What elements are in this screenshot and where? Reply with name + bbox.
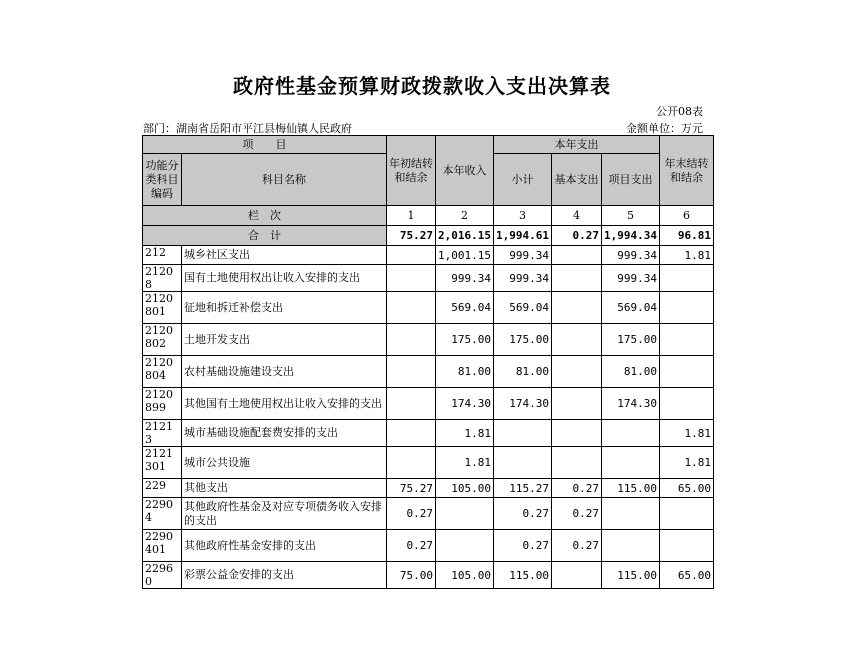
amount-cell <box>436 498 494 530</box>
subject-name: 其他国有土地使用权出让收入安排的支出 <box>182 388 387 420</box>
amount-cell <box>601 447 659 479</box>
amount-cell <box>387 356 436 388</box>
header-name: 科目名称 <box>182 154 387 206</box>
table-row <box>143 447 714 479</box>
amount-cell: 569.04 <box>493 292 551 324</box>
amount-cell <box>387 388 436 420</box>
subject-name: 其他政府性基金安排的支出 <box>182 530 387 562</box>
amount-cell: 115.00 <box>601 479 659 498</box>
table-row <box>143 388 714 420</box>
header-item: 项 目 <box>143 136 387 154</box>
amount-cell <box>601 498 659 530</box>
amount-cell: 75.00 <box>387 562 436 589</box>
function-code: 21213 <box>143 420 182 447</box>
function-code: 2120899 <box>143 388 182 420</box>
amount-cell <box>659 530 713 562</box>
amount-cell: 174.30 <box>601 388 659 420</box>
unit-label: 金额单位：万元 <box>626 122 703 135</box>
amount-cell: 175.00 <box>601 324 659 356</box>
header-project: 项目支出 <box>601 154 659 206</box>
amount-cell: 81.00 <box>436 356 494 388</box>
amount-cell: 0.27 <box>387 530 436 562</box>
amount-cell <box>387 246 436 265</box>
header-beginning-balance: 年初结转和结余 <box>387 136 436 206</box>
amount-cell: 0.27 <box>493 530 551 562</box>
table-row <box>143 324 714 356</box>
amount-cell: 0.27 <box>493 498 551 530</box>
amount-cell <box>551 562 601 589</box>
amount-cell <box>387 292 436 324</box>
amount-cell <box>659 324 713 356</box>
amount-cell: 65.00 <box>659 562 713 589</box>
department-label: 部门：湖南省岳阳市平江县梅仙镇人民政府 <box>143 122 352 135</box>
amount-cell <box>551 420 601 447</box>
amount-cell <box>601 420 659 447</box>
amount-cell <box>551 265 601 292</box>
function-code: 2121301 <box>143 447 182 479</box>
row-label: 栏 次 <box>143 206 387 226</box>
amount-cell: 115.00 <box>493 562 551 589</box>
table-row <box>143 420 714 447</box>
amount-cell <box>387 265 436 292</box>
header-expenditure: 本年支出 <box>493 136 659 154</box>
report-title: 政府性基金预算财政拨款收入支出决算表 <box>233 74 611 98</box>
function-code: 212 <box>143 246 182 265</box>
amount-cell <box>551 324 601 356</box>
amount-cell: 65.00 <box>659 479 713 498</box>
header-basic: 基本支出 <box>551 154 601 206</box>
amount-cell: 1,001.15 <box>436 246 494 265</box>
amount-cell <box>659 292 713 324</box>
amount-cell: 999.34 <box>601 265 659 292</box>
amount-cell: 175.00 <box>493 324 551 356</box>
amount-cell <box>659 498 713 530</box>
amount-cell: 569.04 <box>601 292 659 324</box>
function-code: 2120802 <box>143 324 182 356</box>
col-number: 1 <box>387 206 436 226</box>
function-code: 2290401 <box>143 530 182 562</box>
amount-cell <box>387 324 436 356</box>
subject-name: 城市公共设施 <box>182 447 387 479</box>
amount-cell: 1.81 <box>659 447 713 479</box>
subject-name: 国有土地使用权出让收入安排的支出 <box>182 265 387 292</box>
amount-cell <box>551 292 601 324</box>
budget-table <box>142 135 714 589</box>
amount-cell: 569.04 <box>436 292 494 324</box>
amount-cell <box>387 447 436 479</box>
amount-cell: 174.30 <box>493 388 551 420</box>
amount-cell: 1.81 <box>659 246 713 265</box>
col-number: 5 <box>601 206 659 226</box>
table-row <box>143 292 714 324</box>
subject-name: 城乡社区支出 <box>182 246 387 265</box>
subject-name: 征地和拆迁补偿支出 <box>182 292 387 324</box>
amount-cell <box>551 246 601 265</box>
total-value: 75.27 <box>387 226 436 246</box>
amount-cell <box>659 388 713 420</box>
col-number: 3 <box>493 206 551 226</box>
function-code: 2120801 <box>143 292 182 324</box>
subject-name: 土地开发支出 <box>182 324 387 356</box>
header-code: 功能分类科目编码 <box>143 154 182 206</box>
col-number: 4 <box>551 206 601 226</box>
table-row <box>143 498 714 530</box>
table-row <box>143 246 714 265</box>
total-value: 0.27 <box>551 226 601 246</box>
amount-cell: 999.34 <box>493 246 551 265</box>
col-number: 2 <box>436 206 494 226</box>
table-row <box>143 562 714 589</box>
subject-name: 彩票公益金安排的支出 <box>182 562 387 589</box>
col-number: 6 <box>659 206 713 226</box>
subject-name: 其他政府性基金及对应专项债务收入安排的支出 <box>182 498 387 530</box>
function-code: 22960 <box>143 562 182 589</box>
amount-cell: 1.81 <box>436 447 494 479</box>
table-row <box>143 265 714 292</box>
total-value: 1,994.61 <box>493 226 551 246</box>
function-code: 229 <box>143 479 182 498</box>
amount-cell <box>659 356 713 388</box>
table-row <box>143 356 714 388</box>
total-label: 合 计 <box>143 226 387 246</box>
form-number: 公开08表 <box>656 105 703 118</box>
amount-cell: 105.00 <box>436 562 494 589</box>
amount-cell <box>551 356 601 388</box>
amount-cell: 115.00 <box>601 562 659 589</box>
total-value: 96.81 <box>659 226 713 246</box>
table-row <box>143 530 714 562</box>
amount-cell: 81.00 <box>601 356 659 388</box>
amount-cell: 0.27 <box>551 530 601 562</box>
amount-cell: 75.27 <box>387 479 436 498</box>
amount-cell <box>659 265 713 292</box>
amount-cell: 174.30 <box>436 388 494 420</box>
amount-cell <box>436 530 494 562</box>
header-income: 本年收入 <box>436 136 494 206</box>
subject-name: 其他支出 <box>182 479 387 498</box>
amount-cell: 175.00 <box>436 324 494 356</box>
function-code: 2120804 <box>143 356 182 388</box>
amount-cell: 0.27 <box>551 479 601 498</box>
total-value: 1,994.34 <box>601 226 659 246</box>
amount-cell: 999.34 <box>601 246 659 265</box>
amount-cell: 0.27 <box>551 498 601 530</box>
subject-name: 城市基础设施配套费安排的支出 <box>182 420 387 447</box>
amount-cell: 81.00 <box>493 356 551 388</box>
amount-cell <box>387 420 436 447</box>
amount-cell: 1.81 <box>659 420 713 447</box>
header-subtotal: 小计 <box>493 154 551 206</box>
amount-cell <box>551 388 601 420</box>
amount-cell <box>601 530 659 562</box>
amount-cell: 105.00 <box>436 479 494 498</box>
subject-name: 农村基础设施建设支出 <box>182 356 387 388</box>
total-value: 2,016.15 <box>436 226 494 246</box>
amount-cell <box>493 420 551 447</box>
amount-cell: 0.27 <box>387 498 436 530</box>
amount-cell: 999.34 <box>493 265 551 292</box>
amount-cell: 1.81 <box>436 420 494 447</box>
amount-cell <box>551 447 601 479</box>
amount-cell <box>493 447 551 479</box>
function-code: 21208 <box>143 265 182 292</box>
header-ending-balance: 年末结转和结余 <box>659 136 713 206</box>
function-code: 22904 <box>143 498 182 530</box>
table-row <box>143 479 714 498</box>
amount-cell: 999.34 <box>436 265 494 292</box>
amount-cell: 115.27 <box>493 479 551 498</box>
